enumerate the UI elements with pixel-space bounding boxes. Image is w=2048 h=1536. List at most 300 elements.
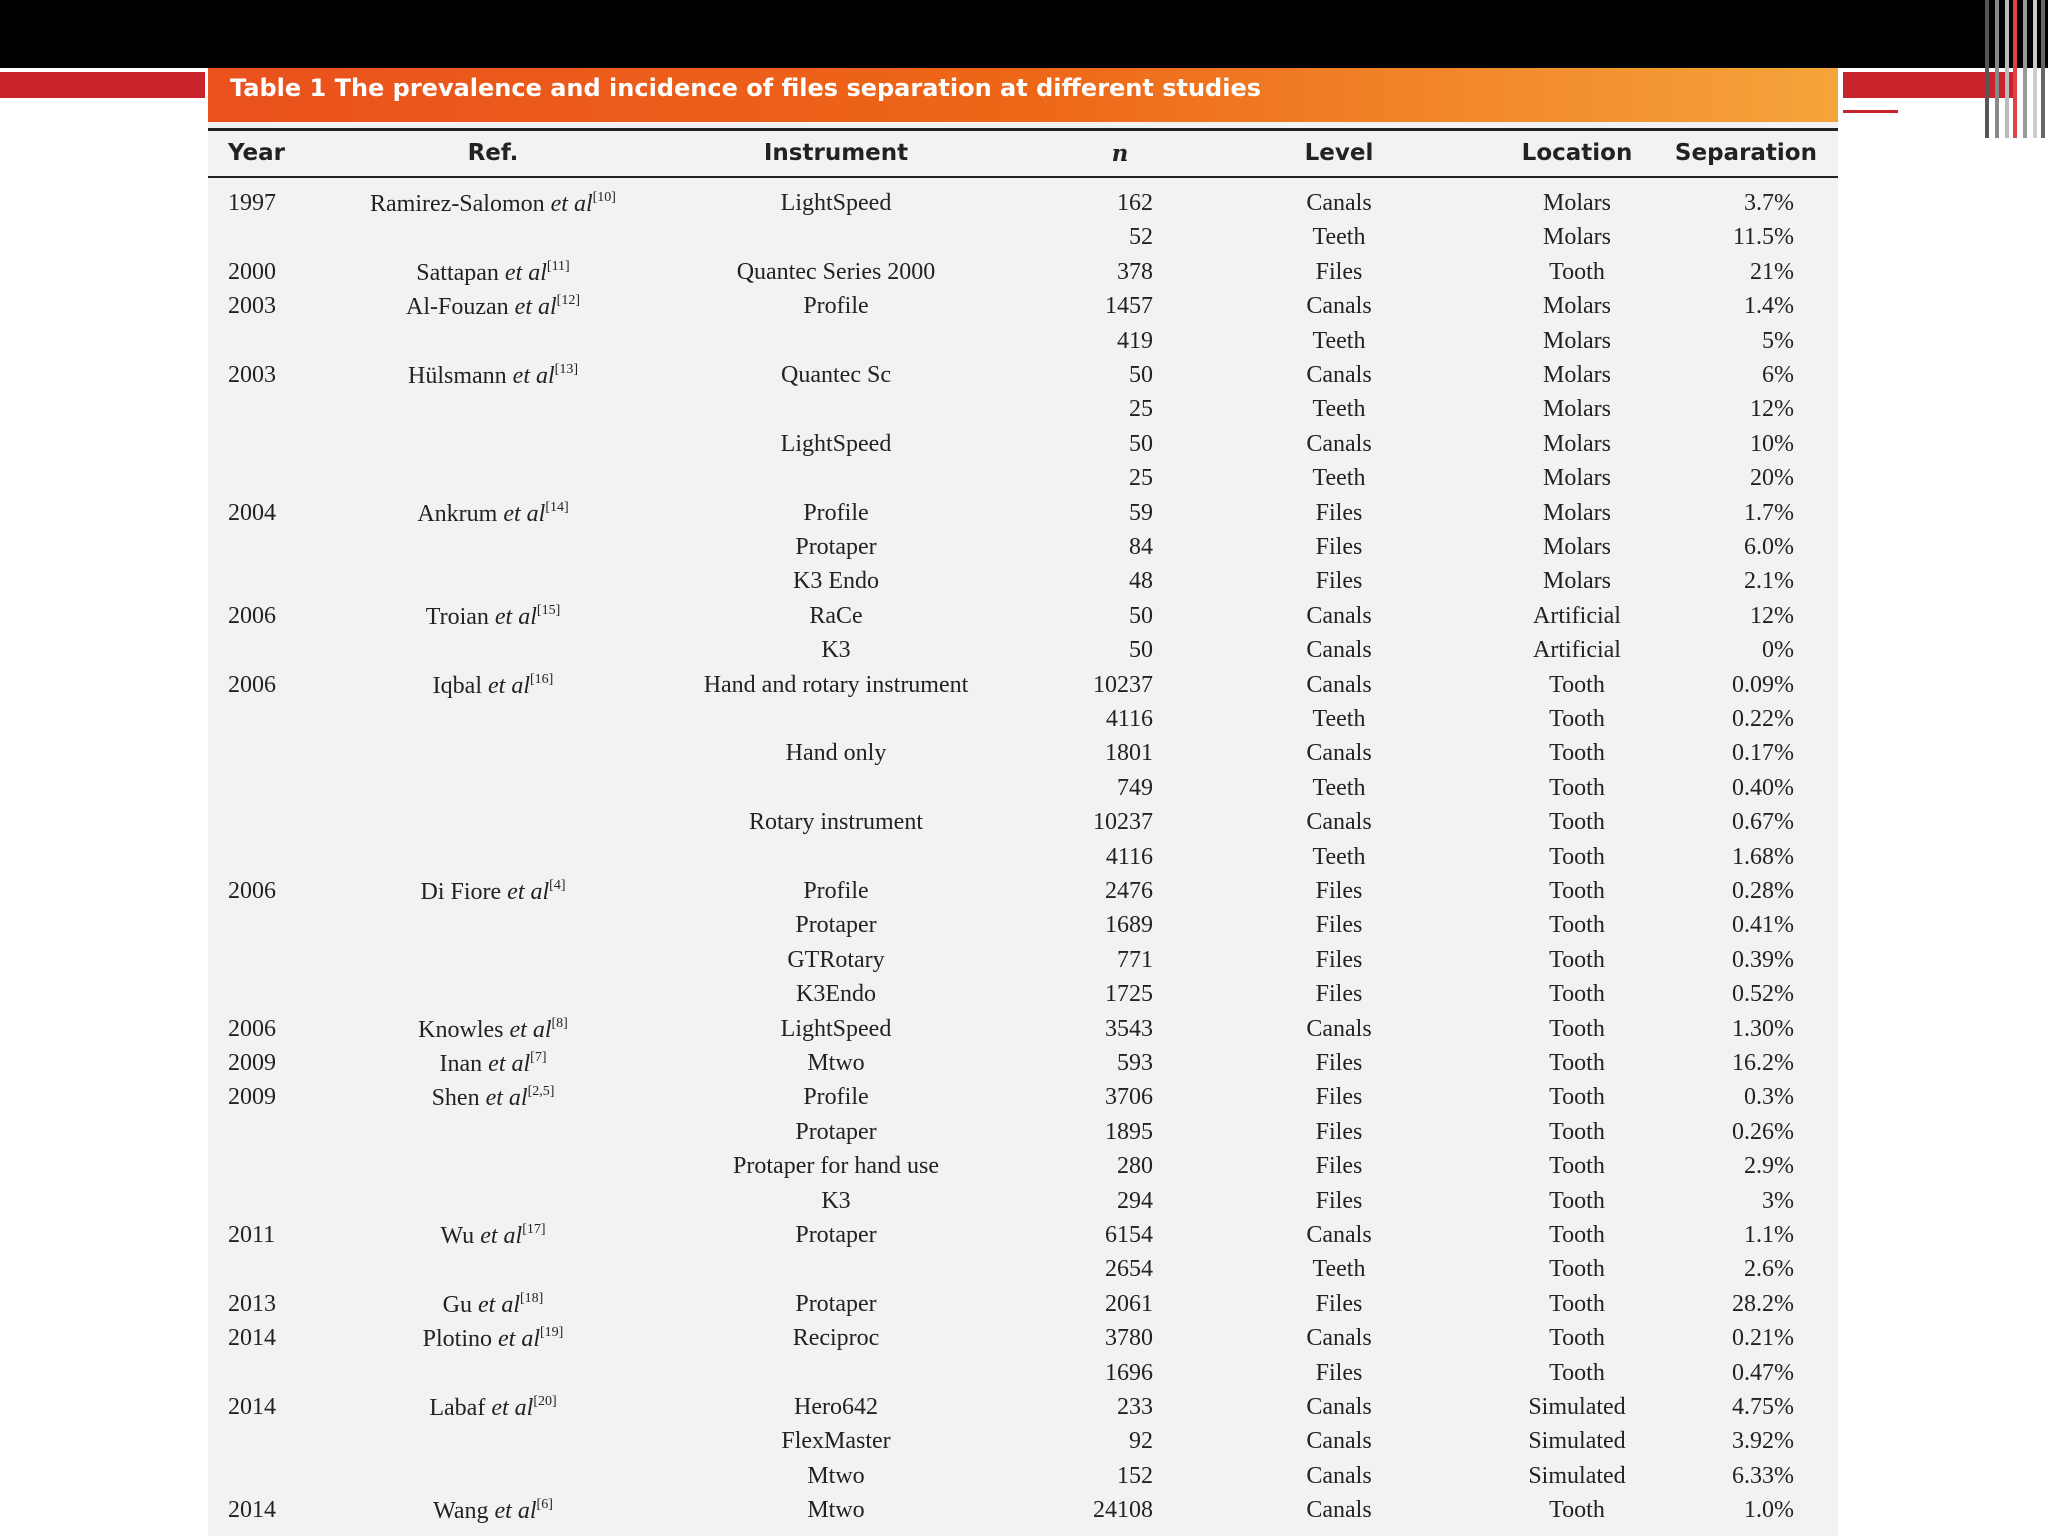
- cell-separation: 1.68%: [1732, 843, 1794, 870]
- table-row: [0, 396, 2048, 430]
- cell-n: 10237: [1093, 809, 1153, 836]
- cell-level: Files: [1315, 1084, 1363, 1111]
- table-row: [0, 293, 2048, 327]
- ref-citation: [4]: [549, 878, 566, 893]
- cell-level: Teeth: [1312, 224, 1366, 251]
- cell-location: Tooth: [1549, 258, 1605, 285]
- ref-citation: [14]: [545, 499, 569, 515]
- cell-level: Canals: [1306, 1394, 1372, 1420]
- table-row: [0, 1394, 2048, 1428]
- table-row: [0, 809, 2048, 843]
- ref-citation: [17]: [522, 1222, 546, 1237]
- cell-separation: 0.39%: [1732, 946, 1794, 973]
- cell-level: Canals: [1306, 1015, 1372, 1042]
- cell-n: 3706: [1105, 1084, 1153, 1111]
- cell-level: Teeth: [1312, 327, 1366, 354]
- ref-author: Iqbal: [432, 672, 482, 699]
- table-row: [0, 568, 2048, 602]
- cell-location: Molars: [1543, 190, 1611, 216]
- ref-citation: [8]: [551, 1015, 568, 1031]
- ref-author: Sattapan: [416, 259, 499, 286]
- cell-level: Canals: [1306, 362, 1372, 388]
- table-header-rule: [208, 176, 1838, 178]
- table-row: [0, 362, 2048, 396]
- table-row: [0, 431, 2048, 465]
- cell-instrument: K3: [821, 1187, 851, 1214]
- cell-level: Files: [1315, 534, 1363, 560]
- cell-location: Molars: [1543, 224, 1611, 251]
- table-row: [0, 190, 2048, 224]
- cell-instrument: Mtwo: [807, 1497, 865, 1524]
- cell-ref: [421, 878, 566, 906]
- cell-instrument: LightSpeed: [780, 1015, 892, 1042]
- cell-instrument: Profile: [803, 878, 869, 904]
- ref-author: Shen: [431, 1085, 480, 1112]
- cell-n: 1895: [1105, 1118, 1153, 1145]
- table-row: [0, 672, 2048, 706]
- ref-etal: et al: [512, 363, 555, 389]
- slide-top-bar: [0, 0, 2048, 68]
- cell-n: 233: [1117, 1394, 1153, 1420]
- ref-etal: et al: [504, 259, 547, 286]
- cell-n: 162: [1117, 190, 1153, 216]
- cell-year: 2006: [228, 671, 276, 698]
- cell-year: 2000: [228, 258, 276, 285]
- ref-author: Al-Fouzan: [406, 294, 509, 321]
- table-row: [0, 1325, 2048, 1359]
- cell-instrument: Rotary instrument: [749, 809, 923, 836]
- cell-instrument: Hand only: [785, 740, 887, 767]
- cell-year: 2009: [228, 1084, 276, 1111]
- cell-year: 2006: [228, 602, 276, 629]
- cell-location: Tooth: [1549, 1290, 1605, 1317]
- cell-level: Files: [1315, 499, 1363, 526]
- ref-author: Wu: [440, 1223, 475, 1249]
- cell-separation: 0.09%: [1732, 671, 1794, 698]
- cell-year: 2003: [228, 362, 276, 388]
- cell-separation: 2.9%: [1744, 1153, 1794, 1180]
- table-title: Table 1 The prevalence and incidence of files separation at different studies: [230, 74, 1262, 102]
- table-row: [0, 706, 2048, 740]
- table-row: [0, 1119, 2048, 1153]
- cell-level: Files: [1315, 1050, 1363, 1076]
- cell-separation: 3.7%: [1744, 190, 1794, 216]
- cell-n: 1725: [1105, 981, 1153, 1008]
- cell-location: Simulated: [1528, 1428, 1626, 1455]
- cell-separation: 0.47%: [1732, 1359, 1794, 1386]
- table-title-bar: [208, 68, 1838, 122]
- cell-instrument: K3 Endo: [793, 568, 879, 595]
- ref-citation: [13]: [554, 362, 578, 377]
- decorative-stripes: [1985, 0, 2048, 138]
- cell-n: 280: [1117, 1153, 1153, 1180]
- header-separation: Separation: [1674, 140, 1817, 166]
- ref-author: Ramirez-Salomon: [370, 191, 545, 217]
- cell-year: 2011: [228, 1222, 276, 1248]
- cell-separation: 6.33%: [1732, 1462, 1794, 1489]
- cell-location: Tooth: [1549, 740, 1605, 767]
- table-top-rule: [208, 128, 1838, 131]
- cell-location: Tooth: [1549, 1118, 1605, 1145]
- cell-location: Tooth: [1549, 981, 1605, 1008]
- cell-level: Files: [1315, 1118, 1363, 1145]
- cell-n: 24108: [1093, 1497, 1153, 1524]
- cell-separation: 0%: [1762, 637, 1794, 664]
- cell-separation: 10%: [1750, 430, 1794, 457]
- cell-separation: 3.92%: [1732, 1428, 1794, 1455]
- cell-location: Molars: [1543, 430, 1611, 457]
- cell-n: 25: [1129, 465, 1153, 492]
- cell-n: 52: [1129, 224, 1153, 251]
- cell-year: 2006: [228, 878, 276, 904]
- cell-location: Molars: [1543, 362, 1611, 388]
- cell-level: Teeth: [1312, 1256, 1366, 1283]
- cell-instrument: K3: [821, 637, 851, 664]
- cell-separation: 1.7%: [1744, 499, 1794, 526]
- table-row: [0, 844, 2048, 878]
- cell-separation: 0.21%: [1732, 1325, 1794, 1352]
- cell-level: Teeth: [1312, 843, 1366, 870]
- cell-level: Canals: [1306, 809, 1372, 836]
- table-row: [0, 1050, 2048, 1084]
- ref-etal: et al: [491, 1395, 534, 1421]
- cell-separation: 0.3%: [1744, 1084, 1794, 1111]
- cell-separation: 1.30%: [1732, 1015, 1794, 1042]
- cell-separation: 1.4%: [1744, 293, 1794, 320]
- cell-n: 2061: [1105, 1290, 1153, 1317]
- ref-citation: [18]: [520, 1290, 544, 1306]
- header-year: Year: [228, 140, 286, 166]
- cell-level: Files: [1315, 258, 1363, 285]
- table-row: [0, 1291, 2048, 1325]
- ref-author: Labaf: [429, 1395, 486, 1421]
- ref-author: Plotino: [422, 1326, 493, 1353]
- cell-separation: 2.6%: [1744, 1256, 1794, 1283]
- ref-etal: et al: [487, 672, 530, 699]
- cell-separation: 0.17%: [1732, 740, 1794, 767]
- cell-level: Files: [1315, 1290, 1363, 1317]
- cell-n: 3543: [1105, 1015, 1153, 1042]
- cell-n: 25: [1129, 396, 1153, 423]
- ref-citation: [12]: [556, 293, 580, 309]
- table-row: [0, 465, 2048, 499]
- cell-n: 294: [1117, 1187, 1153, 1214]
- cell-instrument: LightSpeed: [780, 190, 892, 216]
- cell-location: Tooth: [1549, 946, 1605, 973]
- cell-n: 6154: [1105, 1222, 1153, 1248]
- ref-etal: et al: [485, 1085, 528, 1112]
- cell-level: Files: [1315, 912, 1363, 939]
- ref-citation: [16]: [529, 671, 554, 687]
- cell-location: Tooth: [1549, 1256, 1605, 1283]
- cell-separation: 1.1%: [1744, 1222, 1794, 1248]
- cell-instrument: Mtwo: [807, 1462, 865, 1489]
- cell-instrument: Reciproc: [792, 1325, 880, 1352]
- cell-separation: 12%: [1750, 602, 1794, 629]
- cell-level: Files: [1315, 1187, 1363, 1214]
- cell-location: Tooth: [1549, 843, 1605, 870]
- cell-level: Files: [1315, 878, 1363, 904]
- cell-n: 50: [1129, 430, 1153, 457]
- cell-ref: [433, 672, 554, 700]
- ref-etal: et al: [514, 294, 557, 321]
- cell-level: Canals: [1306, 671, 1372, 698]
- cell-location: Tooth: [1549, 1222, 1605, 1248]
- cell-location: Molars: [1543, 327, 1611, 354]
- cell-level: Teeth: [1312, 396, 1366, 423]
- cell-location: Tooth: [1549, 1187, 1605, 1214]
- cell-level: Canals: [1306, 602, 1372, 629]
- table-row: [0, 912, 2048, 946]
- cell-n: 593: [1117, 1050, 1153, 1076]
- cell-year: 1997: [228, 190, 276, 216]
- ref-citation: [6]: [536, 1497, 553, 1513]
- cell-level: Files: [1315, 568, 1363, 595]
- cell-year: 2013: [228, 1290, 276, 1317]
- ref-citation: [19]: [540, 1325, 564, 1341]
- cell-ref: [406, 293, 580, 321]
- cell-n: 749: [1117, 774, 1153, 801]
- ref-etal: et al: [494, 603, 537, 630]
- cell-instrument: K3Endo: [796, 981, 876, 1008]
- cell-location: Artificial: [1533, 602, 1621, 629]
- cell-separation: 16.2%: [1732, 1050, 1794, 1076]
- cell-n: 3780: [1105, 1325, 1153, 1352]
- ref-author: Ankrum: [417, 500, 498, 527]
- cell-location: Tooth: [1549, 774, 1605, 801]
- cell-location: Tooth: [1549, 809, 1605, 836]
- cell-location: Tooth: [1549, 1153, 1605, 1180]
- cell-location: Molars: [1543, 396, 1611, 423]
- cell-level: Canals: [1306, 1325, 1372, 1352]
- cell-n: 378: [1117, 258, 1153, 285]
- ref-citation: [15]: [536, 602, 561, 618]
- cell-ref: [443, 1291, 544, 1319]
- table-row: [0, 259, 2048, 293]
- table-row: [0, 224, 2048, 258]
- cell-location: Tooth: [1549, 671, 1605, 698]
- ref-author: Wang: [433, 1498, 489, 1525]
- cell-separation: 3%: [1762, 1187, 1794, 1214]
- ref-citation: [20]: [533, 1394, 557, 1409]
- table-row: [0, 1188, 2048, 1222]
- ref-etal: et al: [498, 1326, 541, 1353]
- table-row: [0, 500, 2048, 534]
- cell-year: 2004: [228, 499, 276, 526]
- table-row: [0, 534, 2048, 568]
- cell-n: 4116: [1105, 843, 1153, 870]
- cell-level: Canals: [1306, 1497, 1372, 1524]
- cell-n: 1696: [1105, 1359, 1153, 1386]
- cell-level: Files: [1315, 981, 1363, 1008]
- ref-etal: et al: [507, 879, 550, 905]
- cell-instrument: Hand and rotary instrument: [703, 671, 969, 698]
- cell-level: Files: [1315, 1359, 1363, 1386]
- cell-separation: 6.0%: [1744, 534, 1794, 560]
- table-row: [0, 1222, 2048, 1256]
- ref-etal: et al: [494, 1498, 537, 1525]
- cell-n: 59: [1129, 499, 1153, 526]
- cell-location: Tooth: [1549, 706, 1605, 732]
- cell-level: Files: [1315, 1153, 1363, 1180]
- header-instrument: Instrument: [763, 140, 909, 166]
- cell-separation: 21%: [1750, 258, 1794, 285]
- cell-separation: 12%: [1750, 396, 1794, 423]
- header-location: Location: [1521, 140, 1633, 166]
- ref-citation: [7]: [530, 1050, 547, 1065]
- cell-level: Canals: [1306, 1222, 1372, 1248]
- cell-n: 1457: [1105, 293, 1153, 320]
- cell-location: Artificial: [1533, 637, 1621, 664]
- table-row: [0, 1428, 2048, 1462]
- ref-citation: [2,5]: [527, 1084, 555, 1100]
- cell-ref: [370, 190, 616, 218]
- cell-location: Molars: [1543, 534, 1611, 560]
- cell-n: 1689: [1105, 912, 1153, 939]
- ref-author: Troian: [425, 603, 489, 630]
- cell-level: Canals: [1306, 740, 1372, 767]
- cell-separation: 0.22%: [1732, 706, 1794, 732]
- cell-location: Simulated: [1528, 1462, 1626, 1489]
- cell-ref: [423, 1325, 564, 1353]
- header-level: Level: [1304, 140, 1374, 166]
- cell-instrument: Protaper: [795, 1118, 877, 1145]
- table-row: [0, 1256, 2048, 1290]
- cell-n: 4116: [1105, 706, 1153, 732]
- cell-instrument: Quantec Sc: [781, 362, 891, 388]
- cell-n: 771: [1117, 946, 1153, 973]
- cell-level: Canals: [1306, 293, 1372, 320]
- cell-location: Molars: [1543, 499, 1611, 526]
- cell-n: 50: [1129, 637, 1153, 664]
- cell-ref: [417, 500, 568, 528]
- cell-instrument: Protaper: [795, 534, 877, 560]
- ref-etal: et al: [503, 500, 546, 527]
- cell-separation: 0.52%: [1732, 981, 1794, 1008]
- cell-separation: 0.67%: [1732, 809, 1794, 836]
- ref-author: Inan: [439, 1051, 483, 1077]
- cell-n: 1801: [1105, 740, 1153, 767]
- cell-separation: 1.0%: [1744, 1497, 1794, 1524]
- cell-separation: 6%: [1762, 362, 1794, 388]
- cell-instrument: Quantec Series 2000: [736, 258, 936, 285]
- cell-separation: 0.28%: [1732, 878, 1794, 904]
- table-row: [0, 637, 2048, 671]
- cell-n: 2476: [1105, 878, 1153, 904]
- table-row: [0, 1497, 2048, 1531]
- cell-year: 2003: [228, 293, 276, 320]
- cell-year: 2014: [228, 1497, 276, 1524]
- cell-instrument: GTRotary: [787, 946, 885, 973]
- table-row: [0, 878, 2048, 912]
- cell-instrument: Profile: [803, 293, 869, 320]
- cell-separation: 4.75%: [1732, 1394, 1794, 1420]
- cell-level: Canals: [1306, 190, 1372, 216]
- cell-level: Teeth: [1312, 465, 1366, 492]
- cell-separation: 5%: [1762, 327, 1794, 354]
- cell-location: Molars: [1543, 568, 1611, 595]
- cell-location: Tooth: [1549, 1050, 1605, 1076]
- cell-location: Tooth: [1549, 1325, 1605, 1352]
- ref-etal: et al: [480, 1223, 523, 1249]
- table-row: [0, 603, 2048, 637]
- cell-separation: 20%: [1750, 465, 1794, 492]
- table-row: [0, 1084, 2048, 1118]
- cell-n: 84: [1129, 534, 1153, 560]
- cell-instrument: Profile: [803, 499, 869, 526]
- ref-etal: et al: [478, 1291, 521, 1318]
- ref-citation: [10]: [592, 190, 616, 205]
- cell-n: 92: [1129, 1428, 1153, 1455]
- ref-citation: [11]: [546, 258, 570, 274]
- cell-location: Tooth: [1549, 878, 1605, 904]
- ref-author: Knowles: [418, 1016, 504, 1043]
- cell-n: 10237: [1093, 671, 1153, 698]
- cell-year: 2014: [228, 1325, 276, 1352]
- cell-level: Teeth: [1312, 706, 1366, 732]
- cell-separation: 2.1%: [1744, 568, 1794, 595]
- cell-location: Tooth: [1549, 1084, 1605, 1111]
- table-row: [0, 981, 2048, 1015]
- cell-location: Tooth: [1549, 1015, 1605, 1042]
- cell-ref: [432, 1084, 555, 1112]
- cell-ref: [418, 1016, 568, 1044]
- red-accent-line: [1843, 110, 1898, 113]
- cell-instrument: Protaper for hand use: [733, 1153, 939, 1180]
- cell-n: 419: [1117, 327, 1153, 354]
- cell-ref: [416, 259, 569, 287]
- table-row: [0, 1463, 2048, 1497]
- table-row: [0, 1016, 2048, 1050]
- cell-year: 2006: [228, 1015, 276, 1042]
- cell-instrument: Protaper: [795, 1290, 877, 1317]
- cell-year: 2014: [228, 1394, 276, 1420]
- cell-instrument: Profile: [803, 1084, 869, 1111]
- table-row: [0, 740, 2048, 774]
- ref-author: Di Fiore: [420, 879, 502, 905]
- cell-n: 50: [1129, 362, 1153, 388]
- ref-author: Gu: [442, 1291, 473, 1318]
- cell-ref: [408, 362, 578, 390]
- cell-separation: 0.41%: [1732, 912, 1794, 939]
- table-header-row: [0, 140, 2048, 174]
- cell-instrument: Hero642: [794, 1394, 878, 1420]
- table-row: [0, 1360, 2048, 1394]
- cell-level: Canals: [1306, 1462, 1372, 1489]
- ref-etal: et al: [509, 1016, 552, 1043]
- cell-n: 152: [1117, 1462, 1153, 1489]
- header-ref: Ref.: [467, 140, 519, 166]
- cell-ref: [429, 1394, 556, 1422]
- table-row: [0, 1153, 2048, 1187]
- cell-instrument: RaCe: [809, 602, 863, 629]
- header-n: n: [1111, 140, 1129, 167]
- cell-n: 2654: [1105, 1256, 1153, 1283]
- cell-separation: 11.5%: [1732, 224, 1794, 251]
- ref-etal: et al: [488, 1051, 531, 1077]
- cell-separation: 0.40%: [1732, 774, 1794, 801]
- cell-location: Tooth: [1549, 1359, 1605, 1386]
- cell-location: Molars: [1543, 293, 1611, 320]
- cell-year: 2009: [228, 1050, 276, 1076]
- ref-etal: et al: [550, 191, 593, 217]
- cell-n: 50: [1129, 602, 1153, 629]
- cell-location: Tooth: [1549, 912, 1605, 939]
- cell-instrument: FlexMaster: [781, 1428, 891, 1455]
- cell-instrument: Protaper: [795, 912, 877, 939]
- ref-author: Hülsmann: [408, 363, 507, 389]
- cell-instrument: LightSpeed: [780, 430, 892, 457]
